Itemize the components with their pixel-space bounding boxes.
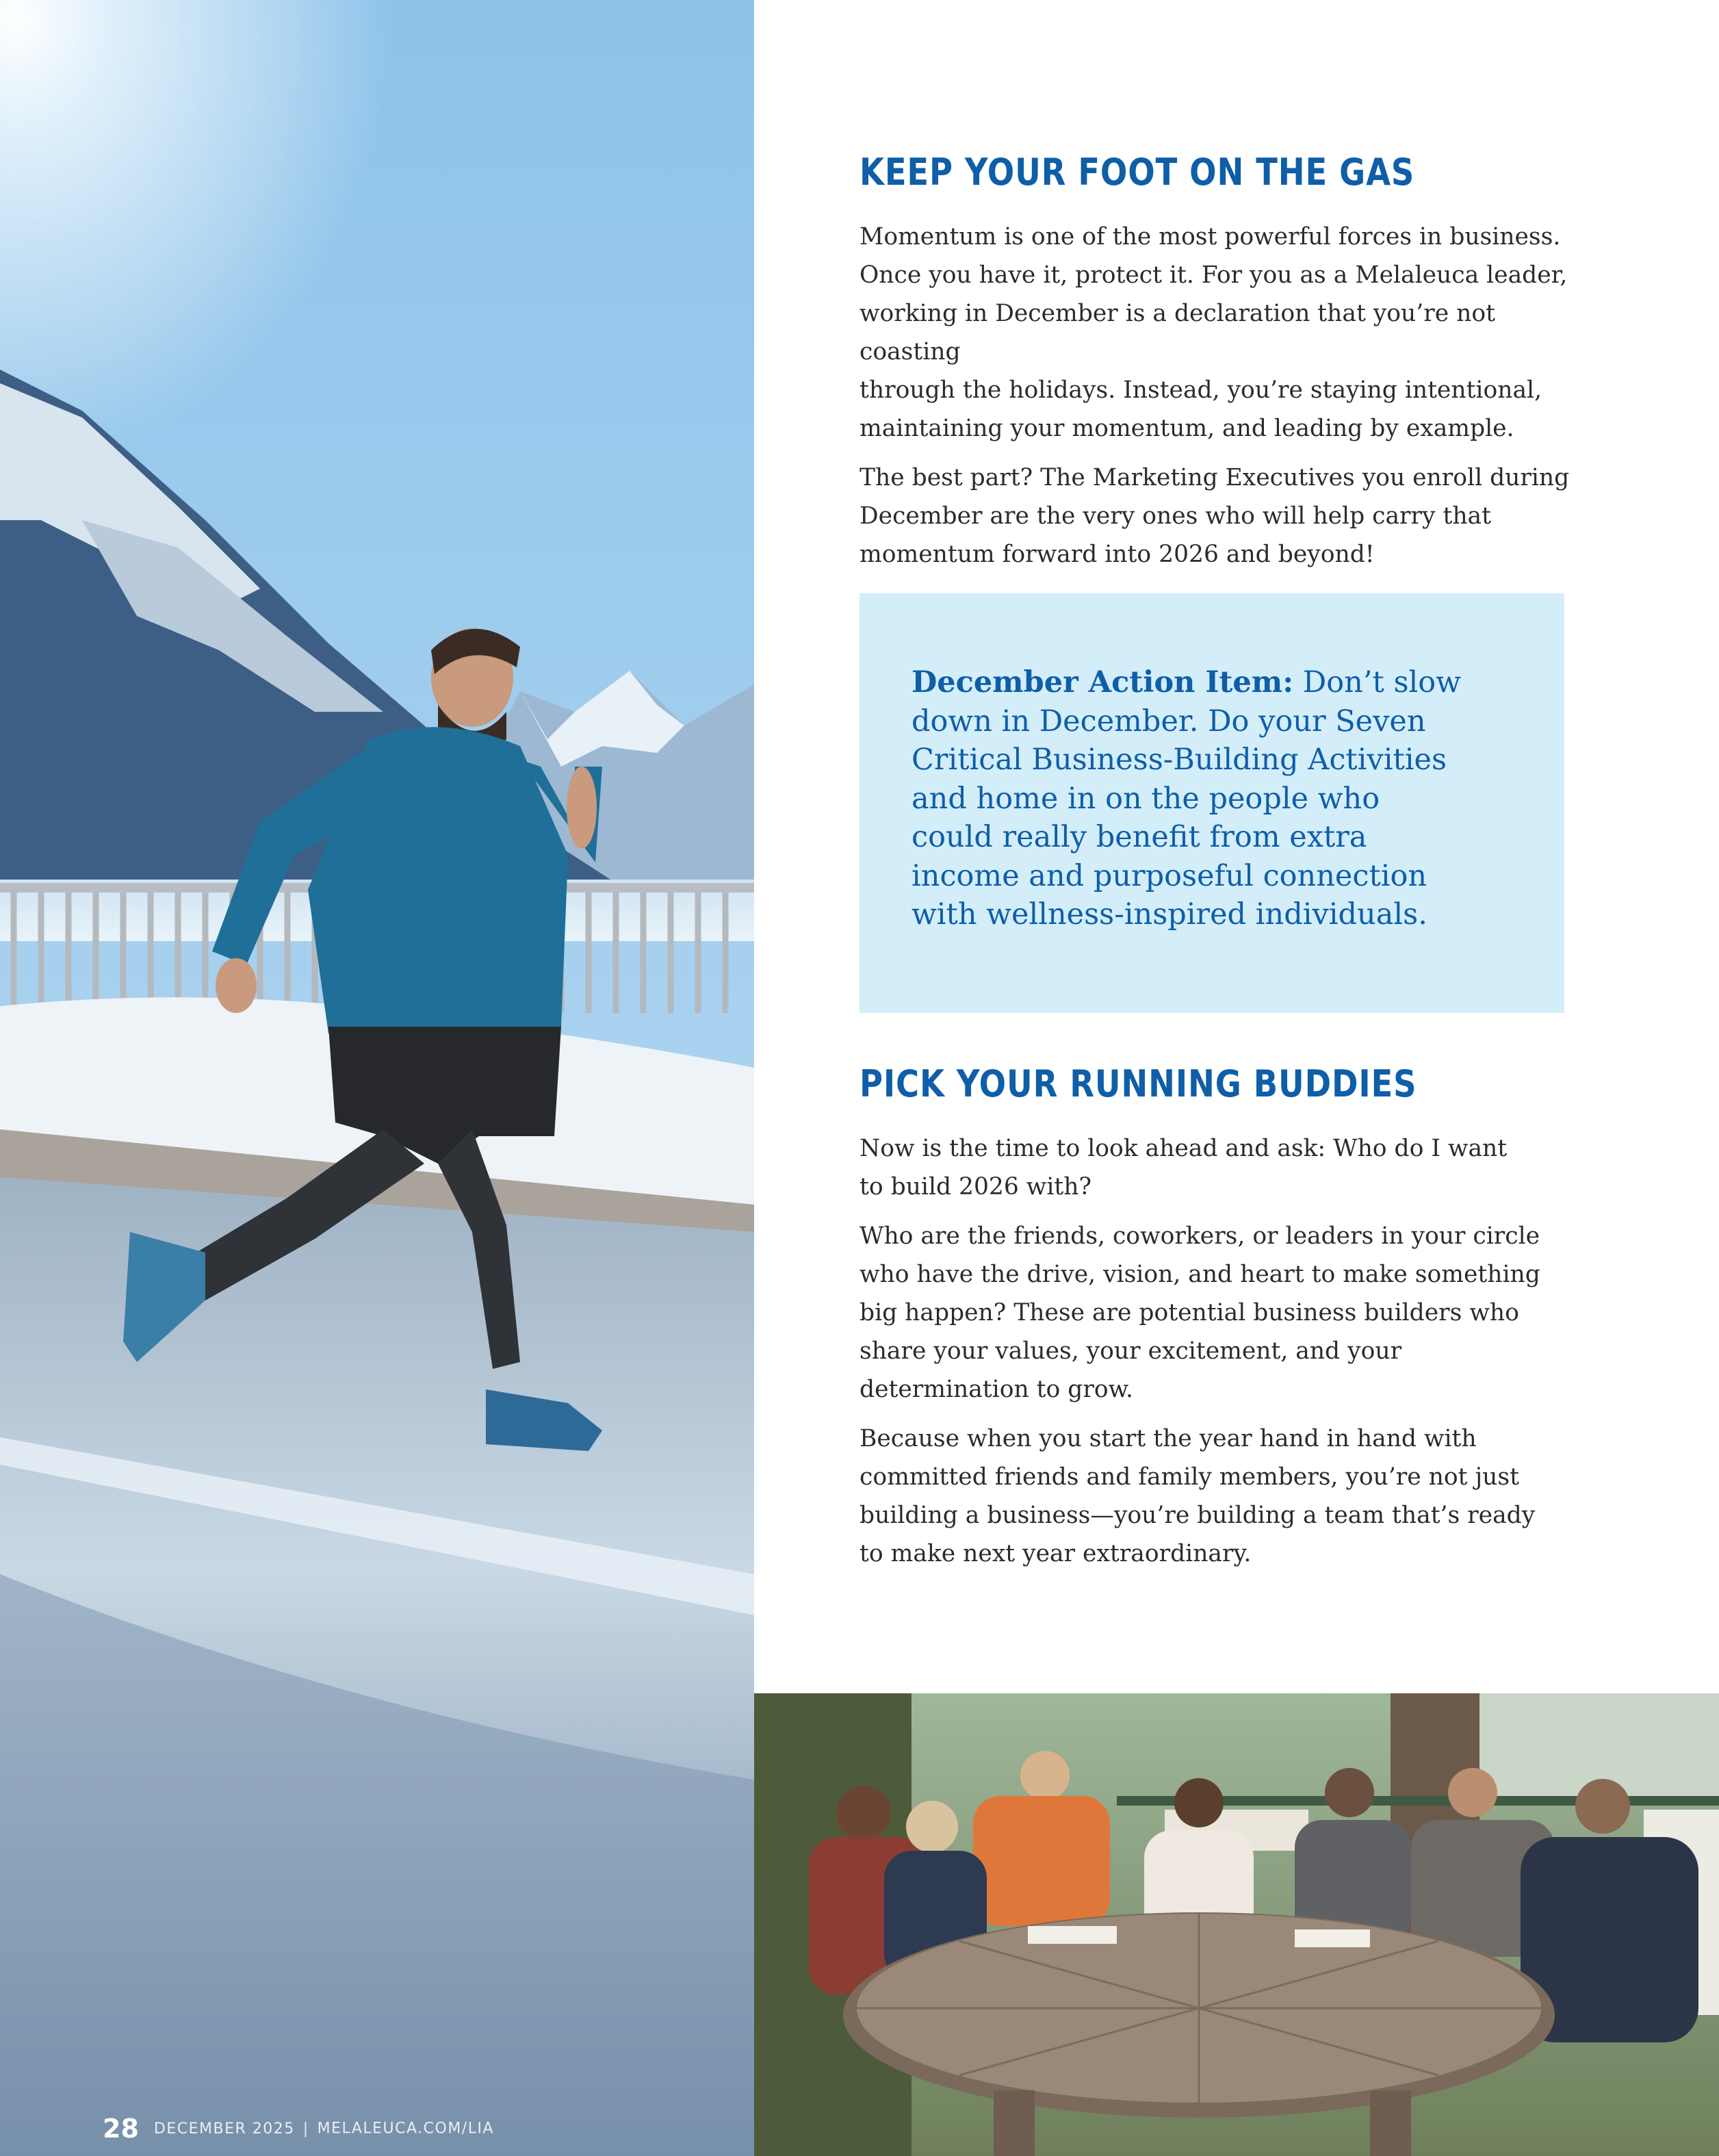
text-line: and home in on the people who xyxy=(912,781,1380,816)
section-heading-keep-your-foot-on-the-gas: KEEP YOUR FOOT ON THE GAS xyxy=(860,151,1415,194)
page-number: 28 xyxy=(103,2114,139,2144)
page-footer xyxy=(103,2114,494,2144)
text-line: who have the drive, vision, and heart to make something xyxy=(860,1261,1540,1288)
text-line: big happen? These are potential business builders who xyxy=(860,1299,1519,1326)
callout-lead: December Action Item: xyxy=(912,665,1294,700)
text-line: maintaining your momentum, and leading by example. xyxy=(860,415,1514,442)
text-line: with wellness-inspired individuals. xyxy=(912,897,1427,932)
group-meeting-photo xyxy=(754,1693,1719,2156)
text-line: Who are the friends, coworkers, or leaders in your circle xyxy=(860,1222,1540,1250)
text-line: Now is the time to look ahead and ask: Who do I want xyxy=(860,1135,1508,1162)
text-line: could really benefit from extra xyxy=(912,820,1367,854)
section-2-paragraph-1 xyxy=(860,1129,1544,1206)
text-line: committed friends and family members, you’re not just xyxy=(860,1463,1519,1491)
text-line: Don’t slow xyxy=(1293,665,1461,700)
section-1-paragraph-2 xyxy=(860,459,1571,574)
section-2-paragraph-2 xyxy=(860,1217,1544,1409)
section-heading-pick-your-running-buddies: PICK YOUR RUNNING BUDDIES xyxy=(860,1062,1417,1105)
section-2-body xyxy=(860,1129,1544,1584)
callout-text xyxy=(912,663,1500,934)
runner-photo xyxy=(0,0,754,2156)
section-2-paragraph-3 xyxy=(860,1420,1544,1573)
section-1-paragraph-1 xyxy=(860,218,1571,448)
text-line: to build 2026 with? xyxy=(860,1173,1091,1201)
text-line: working in December is a declaration that you’re not coasting xyxy=(860,300,1495,365)
text-line: The best part? The Marketing Executives you enroll during xyxy=(860,464,1570,491)
text-line: down in December. Do your Seven xyxy=(912,704,1426,739)
text-line: Once you have it, protect it. For you as a Melaleuca leader, xyxy=(860,261,1568,289)
action-item-callout xyxy=(860,593,1564,1013)
footer-url: MELALEUCA.COM/LIA xyxy=(317,2120,495,2138)
text-line: December are the very ones who will help carry that xyxy=(860,502,1491,530)
text-line: to make next year extraordinary. xyxy=(860,1540,1252,1567)
text-line: share your values, your excitement, and your xyxy=(860,1337,1402,1365)
text-line: Momentum is one of the most powerful forces in business. xyxy=(860,223,1561,251)
issue-date: DECEMBER 2025 xyxy=(153,2120,295,2138)
text-line: Because when you start the year hand in hand with xyxy=(860,1425,1477,1452)
text-line: determination to grow. xyxy=(860,1376,1134,1403)
text-line: building a business—you’re building a team that’s ready xyxy=(860,1502,1536,1529)
text-line: through the holidays. Instead, you’re staying intentional, xyxy=(860,376,1542,404)
footer-separator: | xyxy=(302,2120,309,2138)
text-line: Critical Business-Building Activities xyxy=(912,743,1447,777)
text-line: momentum forward into 2026 and beyond! xyxy=(860,541,1375,568)
text-line: income and purposeful connection xyxy=(912,858,1427,893)
section-1-body xyxy=(860,218,1571,585)
